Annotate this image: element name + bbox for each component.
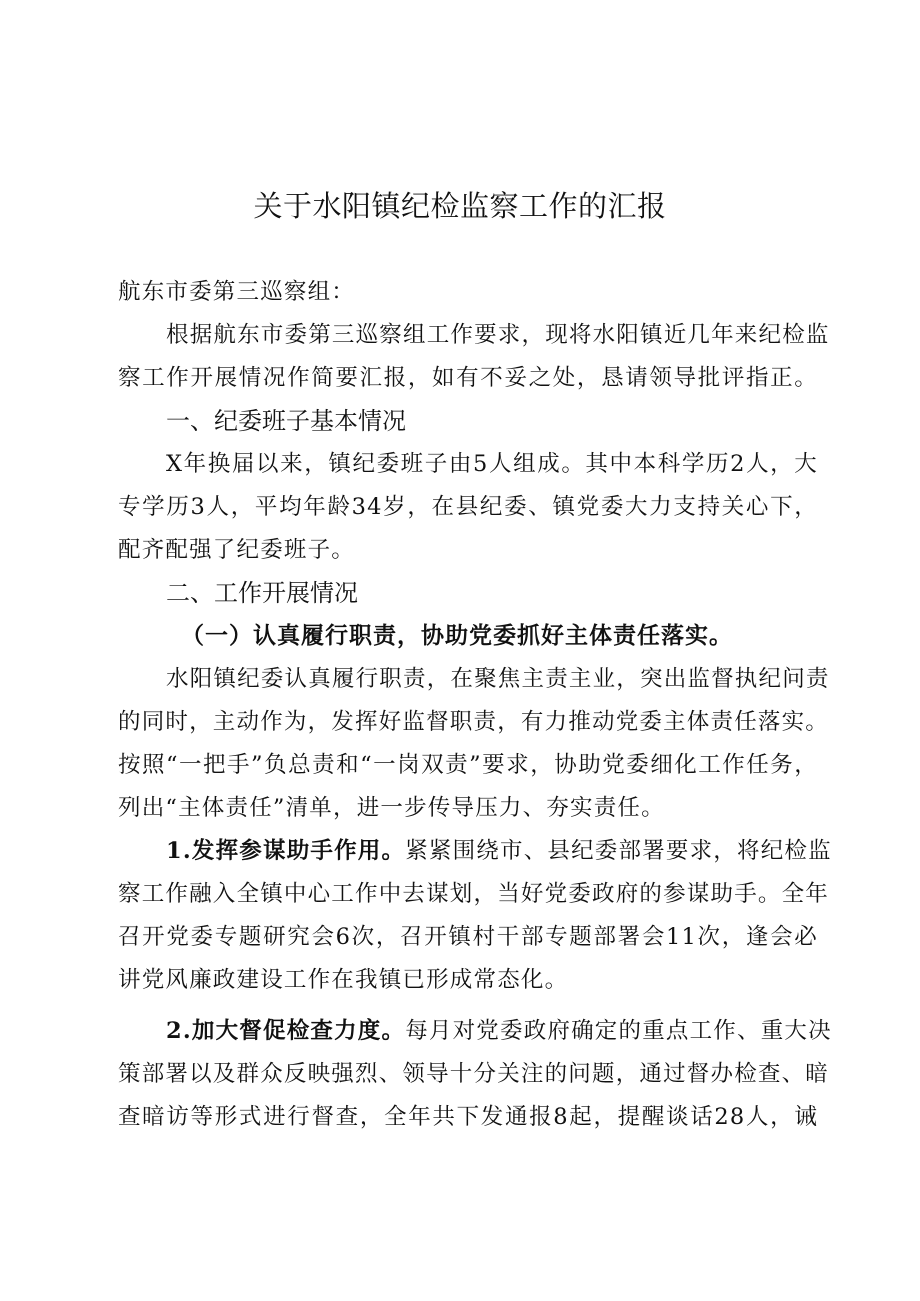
item-2-line-3: 查暗访等形式进行督查，全年共下发通报8起，提醒谈话28人，诫 [118, 1104, 818, 1130]
document-title: 关于水阳镇纪检监察工作的汇报 [253, 189, 667, 223]
item-1-line-1 [166, 835, 832, 867]
section-1-line-2: 专学历3人，平均年龄34岁，在县纪委、镇党委大力支持关心下， [118, 494, 818, 520]
item-2-line-2: 策部署以及群众反映强烈、领导十分关注的问题，通过督办检查、暗 [118, 1061, 830, 1087]
salutation: 航东市委第三巡察组： [118, 279, 356, 305]
item-1-line-2: 察工作融入全镇中心工作中去谋划，当好党委政府的参谋助手。全年 [118, 881, 830, 907]
section-2-heading: 二、工作开展情况 [166, 579, 358, 607]
subsection-1-heading: （一）认真履行职责，协助党委抓好主体责任落实。 [181, 622, 733, 649]
section-1-line-3: 配齐配强了纪委班子。 [118, 537, 356, 563]
item-2-lead: 2.加大督促检查力度。 [166, 1018, 406, 1044]
intro-line-2: 察工作开展情况作简要汇报，如有不妥之处，恳请领导批评指正。 [118, 365, 818, 391]
intro-line-1: 根据航东市委第三巡察组工作要求，现将水阳镇近几年来纪检监 [166, 322, 830, 348]
item-1-line-4: 讲党风廉政建设工作在我镇已形成常态化。 [118, 967, 569, 993]
item-2-first-rest: 每月对党委政府确定的重点工作、重大决 [405, 1018, 832, 1044]
subsection-1-line-3: 按照“一把手”负总责和“一岗双责”要求，协助党委细化工作任务， [118, 752, 818, 778]
section-1-line-1: X年换届以来，镇纪委班子由5人组成。其中本科学历2人，大 [166, 451, 818, 477]
subsection-1-line-2: 的同时，主动作为，发挥好监督职责，有力推动党委主体责任落实。 [118, 709, 830, 735]
item-1-lead: 1.发挥参谋助手作用。 [166, 838, 406, 864]
item-1-first-rest: 紧紧围绕市、县纪委部署要求，将纪检监 [405, 838, 832, 864]
subsection-1-line-1: 水阳镇纪委认真履行职责，在聚焦主责主业，突出监督执纪问责 [166, 666, 830, 692]
item-2-line-1 [166, 1015, 832, 1047]
subsection-1-line-4: 列出“主体责任”清单，进一步传导压力、夯实责任。 [118, 795, 665, 821]
section-1-heading: 一、纪委班子基本情况 [166, 407, 406, 435]
item-1-line-3: 召开党委专题研究会6次，召开镇村干部专题部署会11次，逢会必 [118, 924, 818, 950]
